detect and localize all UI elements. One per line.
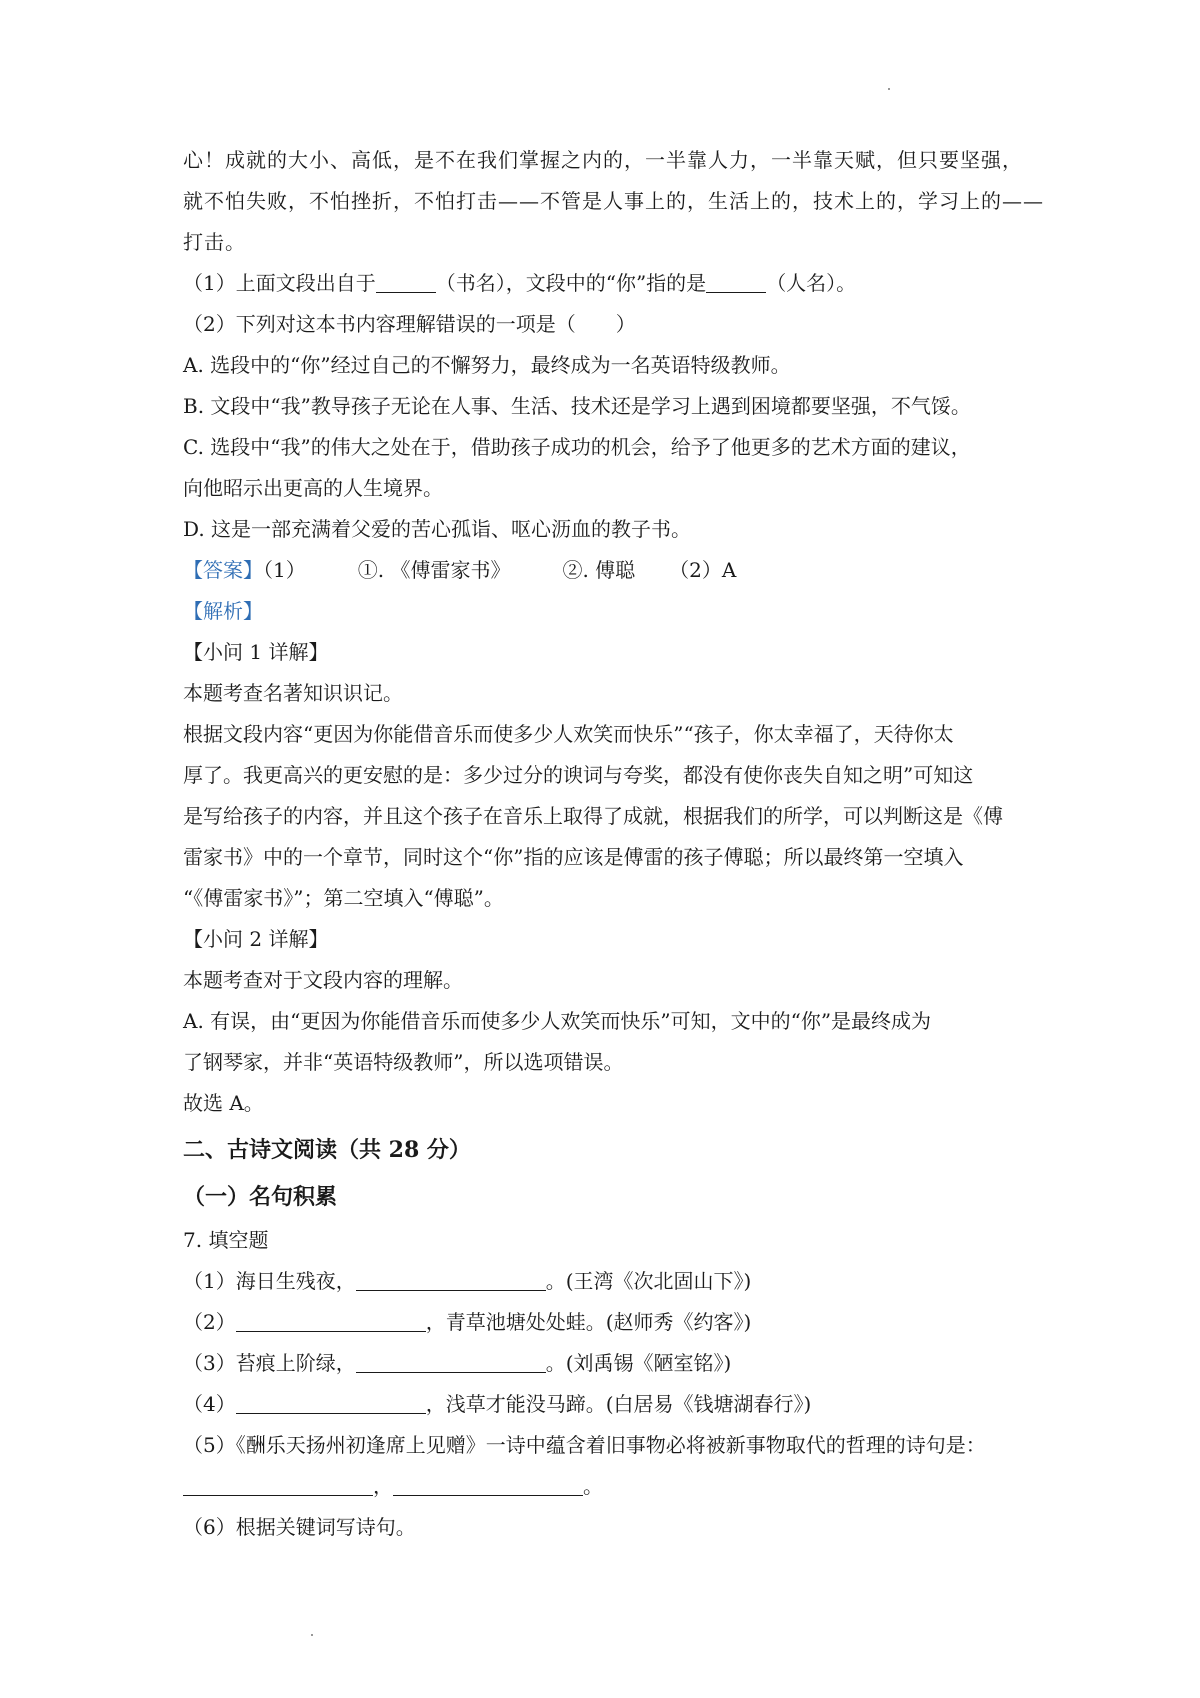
analysis-line: 本题考查对于文段内容的理解。	[183, 968, 463, 992]
section-2	[183, 1126, 1033, 1548]
answer-blank[interactable]	[356, 1268, 546, 1291]
fill-text: （1）海日生残夜，	[183, 1269, 356, 1293]
q6-sub1-text: （书名），文段中的“你”指的是	[435, 271, 707, 295]
q6-sub2: （2）下列对这本书内容理解错误的一项是（ ）	[183, 312, 636, 336]
answer-part: ②. 傅聪	[562, 558, 636, 582]
answer-blank[interactable]	[236, 1309, 426, 1332]
scan-speck	[311, 1634, 313, 1636]
analysis-tag: 【解析】	[183, 599, 263, 623]
answer-part: （2）A	[669, 558, 737, 582]
fill-item-4	[183, 1384, 1033, 1425]
fill-text: 。	[583, 1474, 603, 1498]
option-b: B. 文段中“我”教导孩子无论在人事、生活、技术还是学习上遇到困境都要坚强，不气馁。	[183, 394, 971, 418]
analysis	[183, 591, 1033, 1124]
analysis-line: 厚了。我更高兴的更安慰的是：多少过分的谀词与夸奖，都没有使你丧失自知之明”可知这	[183, 763, 974, 787]
answer-tag: 【答案】	[183, 558, 263, 582]
passage-tail	[183, 140, 1044, 263]
fill-text: （4）	[183, 1392, 236, 1416]
passage-line: 心！成就的大小、高低，是不在我们掌握之内的，一半靠人力，一半靠天赋，但只要坚强，	[183, 148, 1023, 172]
answer-part: （1）	[263, 558, 306, 582]
fill-item-2	[183, 1302, 1033, 1343]
passage-line: 打击。	[183, 230, 246, 254]
fill-item-5: （5）《酬乐天扬州初逢席上见赠》一诗中蕴含着旧事物必将被新事物取代的哲理的诗句是：	[183, 1433, 986, 1457]
answer-blank[interactable]	[183, 1473, 373, 1496]
fill-item-5-blanks	[183, 1466, 1033, 1507]
fill-text: 。(王湾《次北固山下》)	[545, 1269, 752, 1293]
analysis-line: 是写给孩子的内容，并且这个孩子在音乐上取得了成就，根据我们的所学，可以判断这是《傅	[183, 804, 1003, 828]
answer-line	[183, 550, 1033, 591]
option-a: A. 选段中的“你”经过自己的不懈努力，最终成为一名英语特级教师。	[183, 353, 791, 377]
section-title: 二、古诗文阅读（共 28 分）	[183, 1137, 471, 1163]
analysis-line: 故选 A。	[183, 1091, 264, 1115]
answer-blank[interactable]	[706, 270, 766, 293]
q6-sub1-text: （1）上面文段出自于	[183, 271, 376, 295]
fill-item-3	[183, 1343, 1033, 1384]
scan-speck	[888, 88, 890, 90]
fill-item-1	[183, 1261, 1033, 1302]
analysis-line: A. 有误，由“更因为你能借音乐而使多少人欢笑而快乐”可知，文中的“你”是最终成为	[183, 1009, 932, 1033]
option-c: C. 选段中“我”的伟大之处在于，借助孩子成功的机会，给予了他更多的艺术方面的建议，	[183, 435, 971, 459]
answer-blank[interactable]	[376, 270, 436, 293]
page-content	[183, 140, 1044, 1548]
sub1-heading: 【小问 1 详解】	[183, 640, 329, 664]
subsection-title: （一）名句积累	[183, 1184, 338, 1210]
fill-text: （2）	[183, 1310, 236, 1334]
analysis-line: 根据文段内容“更因为你能借音乐而使多少人欢笑而快乐”“孩子，你太幸福了，天待你太	[183, 722, 954, 746]
analysis-line: “《傅雷家书》”；第二空填入“傅聪”。	[183, 886, 504, 910]
analysis-line: 雷家书》中的一个章节，同时这个“你”指的应该是傅雷的孩子傅聪；所以最终第一空填入	[183, 845, 964, 869]
answer-blank[interactable]	[393, 1473, 583, 1496]
fill-text: ，青草池塘处处蛙。(赵师秀《约客》)	[425, 1310, 752, 1334]
passage-line: 就不怕失败，不怕挫折，不怕打击——不管是人事上的，生活上的，技术上的，学习上的——	[183, 189, 1044, 213]
option-d: D. 这是一部充满着父爱的苦心孤诣、呕心沥血的教子书。	[183, 517, 692, 541]
fill-text: （3）苔痕上阶绿，	[183, 1351, 356, 1375]
question-6	[183, 263, 1033, 550]
fill-text: ，浅草才能没马蹄。(白居易《钱塘湖春行》)	[425, 1392, 812, 1416]
fill-item-6: （6）根据关键词写诗句。	[183, 1515, 416, 1539]
answer-blank[interactable]	[236, 1391, 426, 1414]
answer-part: ①. 《傅雷家书》	[357, 558, 511, 582]
analysis-line: 本题考查名著知识识记。	[183, 681, 403, 705]
q6-sub1-text: （人名）。	[766, 271, 857, 295]
sub2-heading: 【小问 2 详解】	[183, 927, 329, 951]
option-c-cont: 向他昭示出更高的人生境界。	[183, 476, 443, 500]
q6-sub1	[183, 263, 1033, 304]
analysis-line: 了钢琴家，并非“英语特级教师”，所以选项错误。	[183, 1050, 624, 1074]
fill-text: ，	[373, 1474, 393, 1498]
fill-text: 。(刘禹锡《陋室铭》)	[545, 1351, 732, 1375]
answer-blank[interactable]	[356, 1350, 546, 1373]
q7-title: 7. 填空题	[183, 1228, 269, 1252]
